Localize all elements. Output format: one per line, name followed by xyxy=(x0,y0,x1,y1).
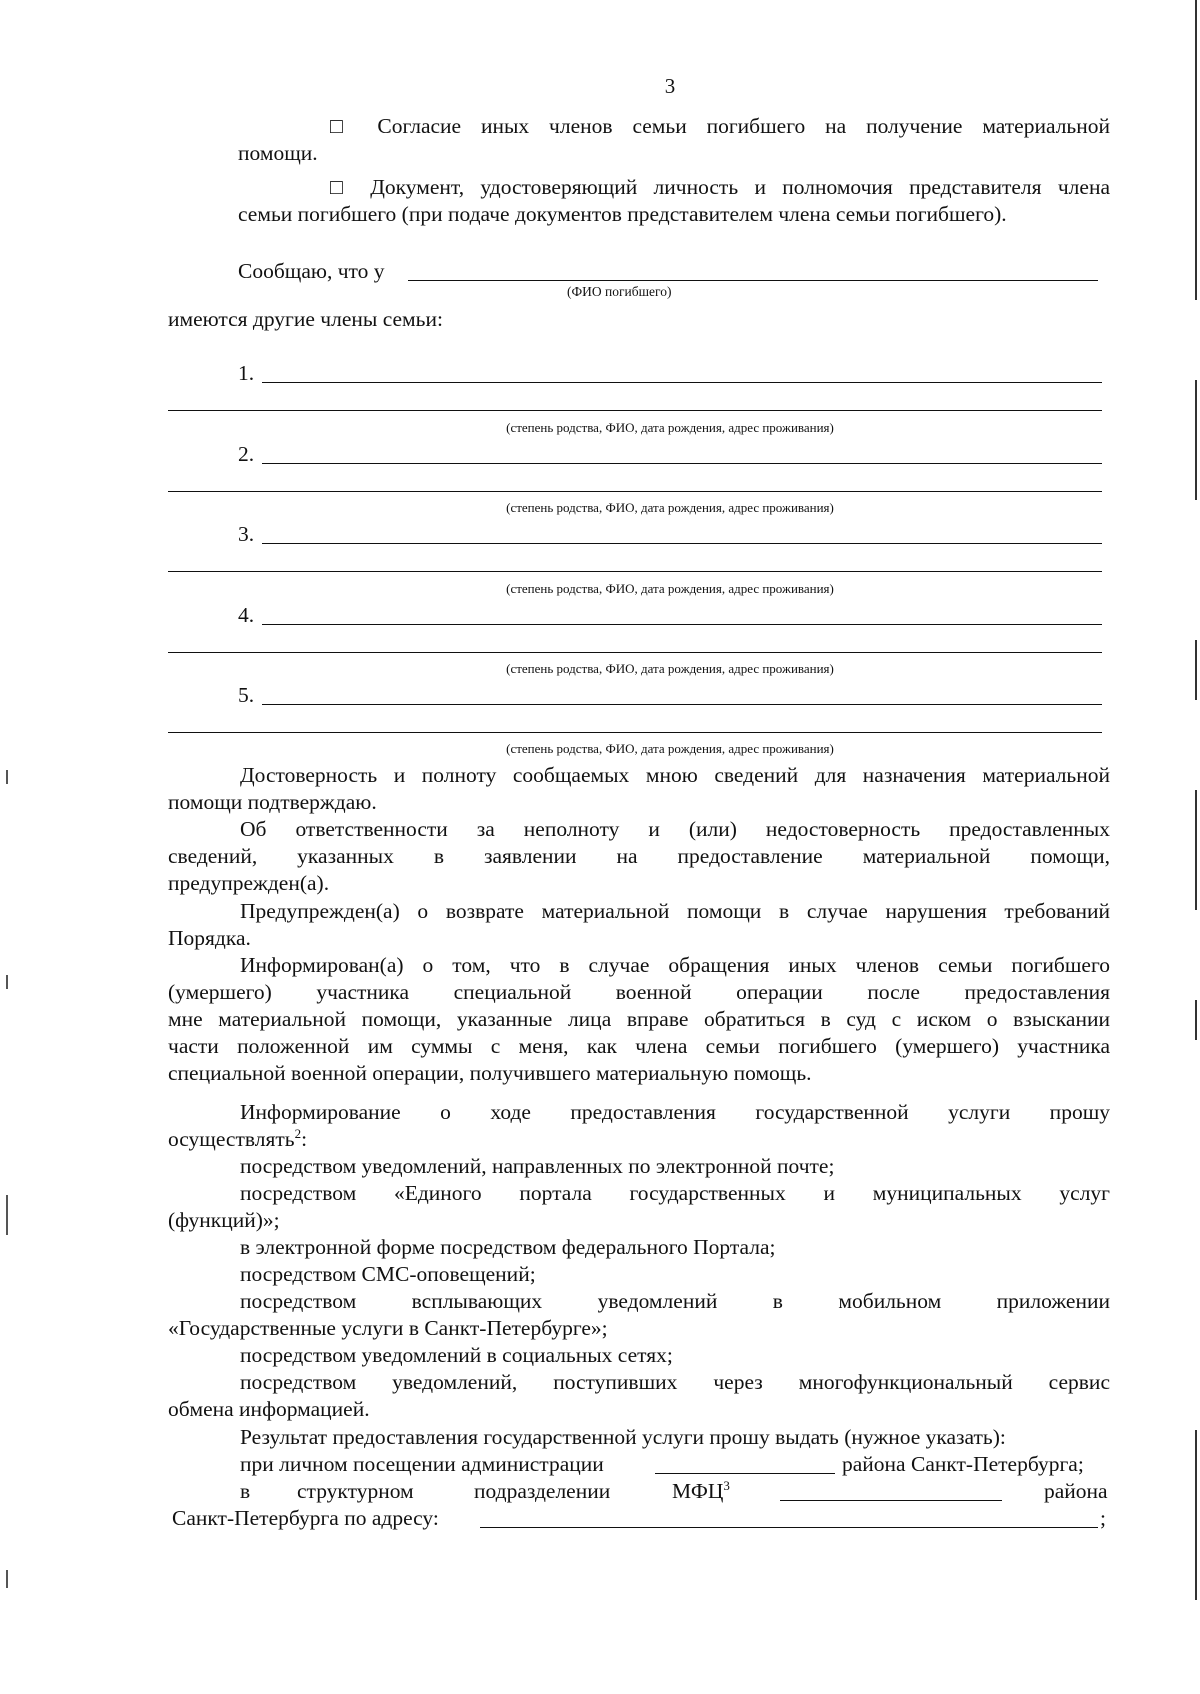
family-member-caption: (степень родства, ФИО, дата рождения, адрес проживания) xyxy=(506,741,834,756)
family-member-field-1[interactable] xyxy=(262,382,1102,383)
family-member-number: 2. xyxy=(238,442,255,466)
family-member-field-2[interactable] xyxy=(262,463,1102,464)
paragraph-responsibility-cont: сведений, указанных в заявлении на предоставление материальной помощи, xyxy=(168,844,1110,868)
mfc-label: МФЦ$^3$ xyxy=(672,1477,730,1503)
family-member-field-4-cont[interactable] xyxy=(168,652,1102,653)
checkbox-item-id-document-cont: семьи погибшего (при подаче документов представителем члена семьи погибшего). xyxy=(238,202,1007,226)
page-number: 3 xyxy=(664,74,676,98)
scan-edge-mark xyxy=(6,975,8,989)
paragraph-informed-end: специальной военной операции, получившего материальную помощь. xyxy=(168,1061,812,1085)
mfc-suffix: района xyxy=(1044,1479,1108,1503)
family-member-field-1-cont[interactable] xyxy=(168,410,1102,411)
paragraph-notify-intro-cont: осуществлять$^2$: xyxy=(168,1125,308,1151)
notify-option-gosuslugi-portal-cont: (функций)»; xyxy=(168,1208,280,1232)
family-member-caption: (степень родства, ФИО, дата рождения, адрес проживания) xyxy=(506,661,834,676)
paragraph-notify-intro: Информирование о ходе предоставления государственной услуги прошу xyxy=(240,1100,1110,1124)
notify-option-email: посредством уведомлений, направленных по электронной почте; xyxy=(240,1154,835,1178)
notify-option-social: посредством уведомлений в социальных сетях; xyxy=(240,1343,673,1367)
paragraph-responsibility-end: предупрежден(а). xyxy=(168,871,330,895)
paragraph-reliability: Достоверность и полноту сообщаемых мною сведений для назначения материальной xyxy=(240,763,1110,787)
result-admin-prefix: при личном посещении администрации xyxy=(240,1452,604,1476)
checkbox-item-consent-cont: помощи. xyxy=(238,141,318,165)
notify-option-federal-portal: в электронной форме посредством федерального Портала; xyxy=(240,1235,776,1259)
paragraph-reliability-cont: помощи подтверждаю. xyxy=(168,790,377,814)
family-member-field-2-cont[interactable] xyxy=(168,491,1102,492)
paragraph-informed-cont: мне материальной помощи, указанные лица вправе обратиться в суд с иском о взыскании xyxy=(168,1007,1110,1031)
paragraph-informed: Информирован(а) о том, что в случае обращения иных членов семьи погибшего xyxy=(240,953,1110,977)
family-member-field-5-cont[interactable] xyxy=(168,732,1102,733)
footnote-mark-2: 2 xyxy=(294,1125,302,1141)
notify-option-gosuslugi-portal: посредством «Единого портала государственных и муниципальных услуг xyxy=(240,1181,1110,1205)
address-field[interactable] xyxy=(480,1527,1098,1528)
scan-edge-mark xyxy=(1195,0,1197,300)
scan-edge-mark xyxy=(1195,1430,1197,1600)
scan-edge-mark xyxy=(6,770,8,784)
family-member-caption: (степень родства, ФИО, дата рождения, адрес проживания) xyxy=(506,581,834,596)
paragraph-return-warning-cont: Порядка. xyxy=(168,926,251,950)
report-prefix: Сообщаю, что у xyxy=(238,259,385,283)
family-member-field-4[interactable] xyxy=(262,624,1102,625)
paragraph-informed-cont: (умершего) участника специальной военной операции после предоставления xyxy=(168,980,1110,1004)
notify-option-exchange-service-cont: обмена информацией. xyxy=(168,1397,370,1421)
checkbox-item-id-document: □ Документ, удостоверяющий личность и полномочия представителя члена xyxy=(330,175,1110,199)
family-member-number: 4. xyxy=(238,603,255,627)
family-member-field-5[interactable] xyxy=(262,704,1102,705)
notify-option-mobile-app-cont: «Государственные услуги в Санкт-Петербурге»; xyxy=(168,1316,608,1340)
members-intro: имеются другие члены семьи: xyxy=(168,307,443,331)
paragraph-informed-cont: части положенной им суммы с меня, как члена семьи погибшего (умершего) участника xyxy=(168,1034,1110,1058)
scan-edge-mark xyxy=(1195,640,1197,700)
notify-option-exchange-service: посредством уведомлений, поступивших через многофункциональный сервис xyxy=(240,1370,1110,1394)
mfc-word: подразделении xyxy=(474,1479,611,1503)
family-member-field-3-cont[interactable] xyxy=(168,571,1102,572)
scan-edge-mark xyxy=(6,1570,8,1588)
deceased-fio-field[interactable] xyxy=(408,280,1098,281)
family-member-number: 5. xyxy=(238,683,255,707)
notify-option-mobile-app: посредством всплывающих уведомлений в мобильном приложении xyxy=(240,1289,1110,1313)
mfc-word: структурном xyxy=(297,1479,414,1503)
scan-edge-mark xyxy=(1195,1000,1197,1040)
family-member-caption: (степень родства, ФИО, дата рождения, адрес проживания) xyxy=(506,500,834,515)
footnote-mark-3: 3 xyxy=(723,1477,730,1493)
scan-edge-mark xyxy=(1195,380,1197,500)
family-member-number: 1. xyxy=(238,361,255,385)
family-member-number: 3. xyxy=(238,522,255,546)
paragraph-responsibility: Об ответственности за неполноту и (или) недостоверность предоставленных xyxy=(240,817,1110,841)
family-member-caption: (степень родства, ФИО, дата рождения, адрес проживания) xyxy=(506,420,834,435)
address-prefix: Санкт-Петербурга по адресу: xyxy=(172,1506,439,1530)
result-intro: Результат предоставления государственной услуги прошу выдать (нужное указать): xyxy=(240,1425,1006,1449)
deceased-fio-caption: (ФИО погибшего) xyxy=(567,284,672,299)
mfc-word: в xyxy=(240,1479,251,1503)
result-admin-suffix: района Санкт-Петербурга; xyxy=(842,1452,1084,1476)
notify-option-sms: посредством СМС-оповещений; xyxy=(240,1262,536,1286)
district-admin-field[interactable] xyxy=(655,1473,835,1474)
scan-edge-mark xyxy=(1195,790,1197,910)
scan-edge-mark xyxy=(6,1195,8,1235)
checkbox-item-consent: □ Согласие иных членов семьи погибшего на получение материальной xyxy=(330,114,1110,138)
address-end: ; xyxy=(1100,1506,1106,1530)
paragraph-return-warning: Предупрежден(а) о возврате материальной помощи в случае нарушения требований xyxy=(240,899,1110,923)
family-member-field-3[interactable] xyxy=(262,543,1102,544)
mfc-district-field[interactable] xyxy=(780,1500,1002,1501)
